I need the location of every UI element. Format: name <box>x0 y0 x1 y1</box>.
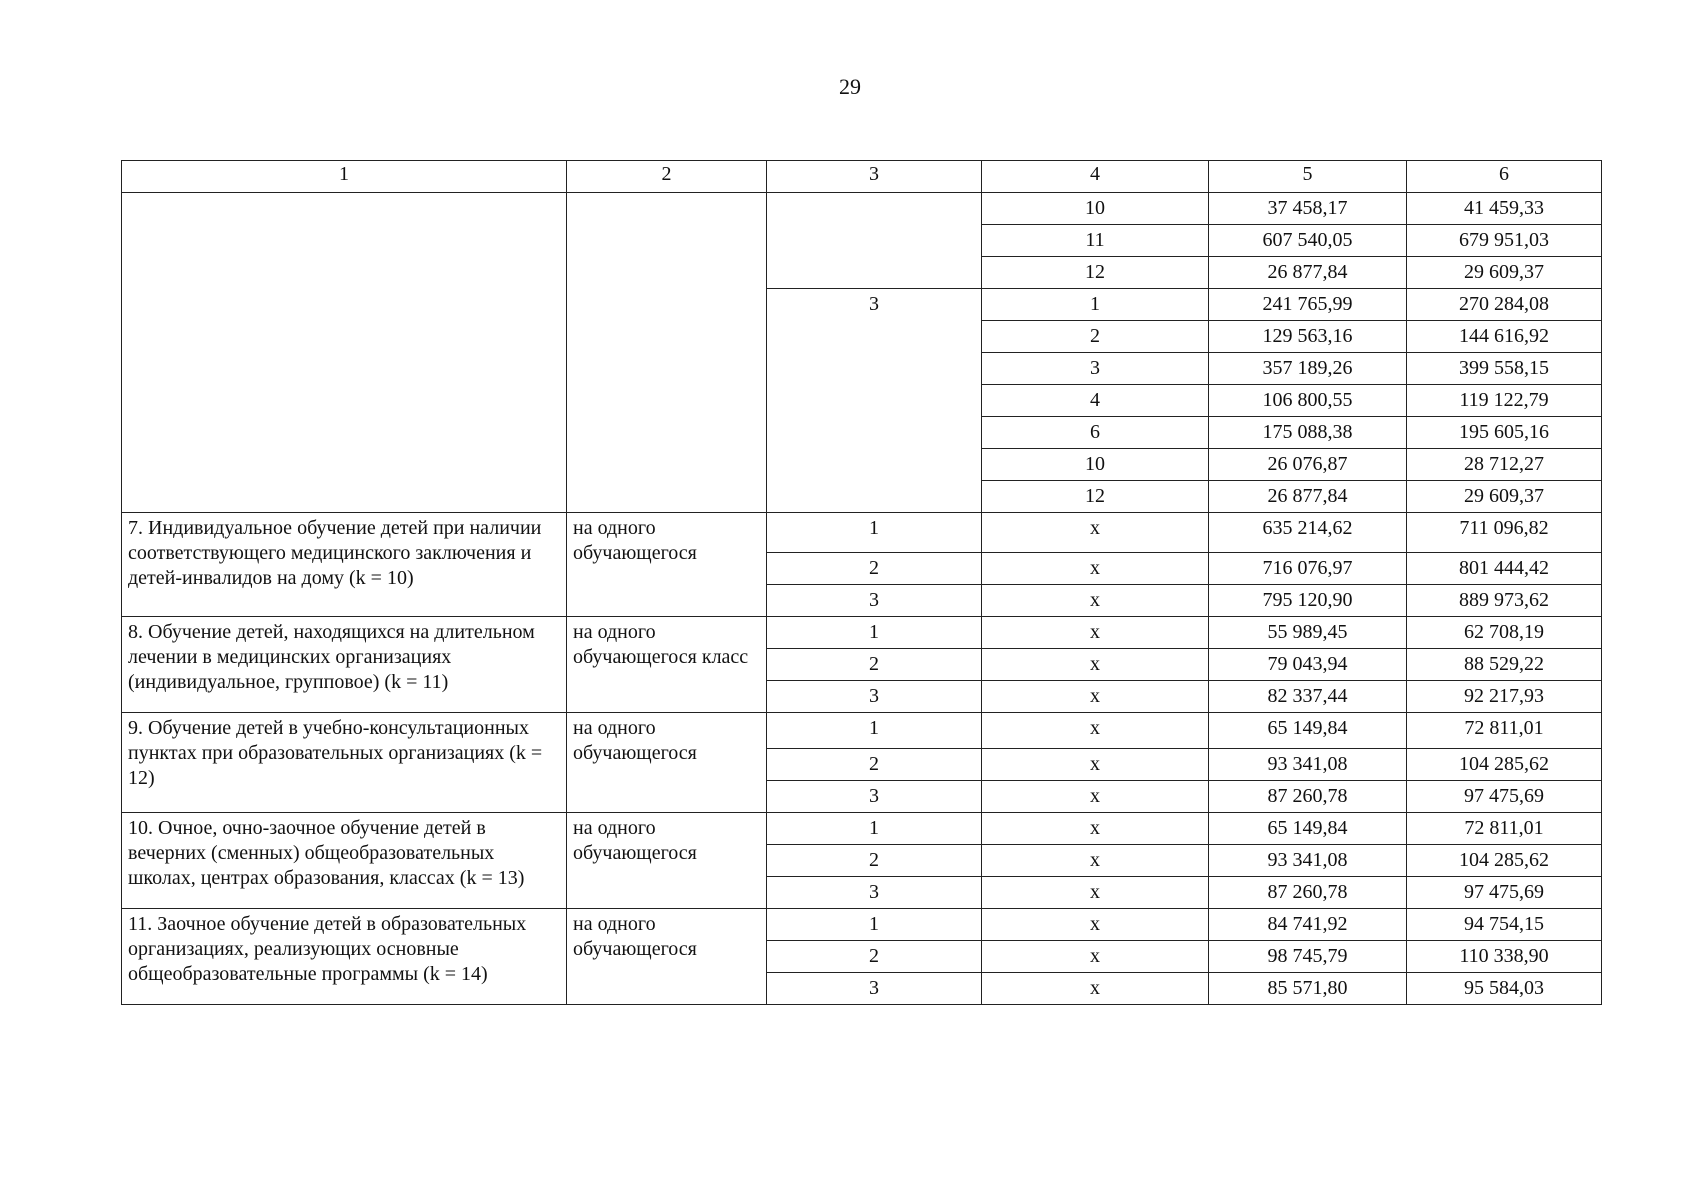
cell-col4: 12 <box>982 481 1209 513</box>
cell-col5: 106 800,55 <box>1209 385 1407 417</box>
cell-col4: х <box>982 781 1209 813</box>
cell-col6: 94 754,15 <box>1407 909 1602 941</box>
cell-col6: 29 609,37 <box>1407 257 1602 289</box>
cell-col6: 72 811,01 <box>1407 713 1602 749</box>
section-title: 8. Обучение детей, находящихся на длительном лечении в медицинских организациях (индивидуальное, групповое) (k = 11) <box>122 617 567 713</box>
cell-col4: х <box>982 941 1209 973</box>
cell-col5: 607 540,05 <box>1209 225 1407 257</box>
cell-col6: 144 616,92 <box>1407 321 1602 353</box>
table-header-row <box>122 161 1602 193</box>
cell-col3: 3 <box>767 289 982 513</box>
cell-col4: х <box>982 513 1209 553</box>
cell-col6: 92 217,93 <box>1407 681 1602 713</box>
cell-col4: 12 <box>982 257 1209 289</box>
cell-col5: 65 149,84 <box>1209 713 1407 749</box>
cell-col4: 1 <box>982 289 1209 321</box>
cell-col6: 195 605,16 <box>1407 417 1602 449</box>
section-unit: на одного обучающегося <box>567 713 767 813</box>
cell-col3: 1 <box>767 617 982 649</box>
cell-col4: 6 <box>982 417 1209 449</box>
cell-col6: 29 609,37 <box>1407 481 1602 513</box>
cell-col3: 3 <box>767 585 982 617</box>
cell-col3: 3 <box>767 973 982 1005</box>
cell-col5: 87 260,78 <box>1209 877 1407 909</box>
cell-col5: 85 571,80 <box>1209 973 1407 1005</box>
cell-col4: х <box>982 553 1209 585</box>
cell-col4: х <box>982 749 1209 781</box>
cell-col4: 10 <box>982 193 1209 225</box>
cell-col5: 93 341,08 <box>1209 749 1407 781</box>
cell-col6: 399 558,15 <box>1407 353 1602 385</box>
cell-col3: 1 <box>767 513 982 553</box>
column-header: 6 <box>1407 161 1602 193</box>
cell-col4: х <box>982 813 1209 845</box>
table-row <box>122 909 1602 941</box>
cell-col6: 97 475,69 <box>1407 781 1602 813</box>
table-row <box>122 513 1602 553</box>
cell-col4: х <box>982 585 1209 617</box>
cell-col6: 97 475,69 <box>1407 877 1602 909</box>
cell-col5: 37 458,17 <box>1209 193 1407 225</box>
section-title: 9. Обучение детей в учебно-консультационных пунктах при образовательных организациях (k = 12) <box>122 713 567 813</box>
cell-col5: 26 877,84 <box>1209 481 1407 513</box>
cell-col4: х <box>982 681 1209 713</box>
cell-col6: 62 708,19 <box>1407 617 1602 649</box>
cell-col3: 2 <box>767 649 982 681</box>
cell-col5: 84 741,92 <box>1209 909 1407 941</box>
cell-col6: 28 712,27 <box>1407 449 1602 481</box>
cell-col6: 41 459,33 <box>1407 193 1602 225</box>
cell-col6: 72 811,01 <box>1407 813 1602 845</box>
cell-col3: 1 <box>767 713 982 749</box>
table-row <box>122 713 1602 749</box>
cell-col4: х <box>982 713 1209 749</box>
cell-col6: 679 951,03 <box>1407 225 1602 257</box>
cell-col5: 55 989,45 <box>1209 617 1407 649</box>
column-header: 4 <box>982 161 1209 193</box>
column-header: 5 <box>1209 161 1407 193</box>
cell-col4: х <box>982 617 1209 649</box>
section-unit: на одного обучающегося <box>567 513 767 617</box>
cell-col5: 79 043,94 <box>1209 649 1407 681</box>
cell-col6: 104 285,62 <box>1407 749 1602 781</box>
cell-col4: х <box>982 845 1209 877</box>
cell-col5: 716 076,97 <box>1209 553 1407 585</box>
cell-col3: 2 <box>767 941 982 973</box>
section-unit: на одного обучающегося класс <box>567 617 767 713</box>
cell-col6: 88 529,22 <box>1407 649 1602 681</box>
cell-col5: 635 214,62 <box>1209 513 1407 553</box>
cell-col3: 1 <box>767 909 982 941</box>
tariff-table <box>121 160 1602 1005</box>
cell-col6: 119 122,79 <box>1407 385 1602 417</box>
section-unit: на одного обучающегося <box>567 813 767 909</box>
cell-col4: х <box>982 973 1209 1005</box>
cell-col4: х <box>982 649 1209 681</box>
cell-col3: 3 <box>767 681 982 713</box>
cell-col6: 110 338,90 <box>1407 941 1602 973</box>
cell-col5: 65 149,84 <box>1209 813 1407 845</box>
empty-cell <box>567 193 767 513</box>
cell-col3: 2 <box>767 749 982 781</box>
cell-col3: 3 <box>767 781 982 813</box>
cell-col6: 801 444,42 <box>1407 553 1602 585</box>
cell-col5: 87 260,78 <box>1209 781 1407 813</box>
cell-col5: 98 745,79 <box>1209 941 1407 973</box>
section-title: 10. Очное, очно-заочное обучение детей в вечерних (сменных) общеобразовательных школах, центрах образования, классах (k = 13) <box>122 813 567 909</box>
cell-col5: 795 120,90 <box>1209 585 1407 617</box>
cell-col5: 93 341,08 <box>1209 845 1407 877</box>
table-row <box>122 617 1602 649</box>
cell-col6: 104 285,62 <box>1407 845 1602 877</box>
cell-col3: 2 <box>767 553 982 585</box>
cell-col5: 175 088,38 <box>1209 417 1407 449</box>
column-header: 1 <box>122 161 567 193</box>
cell-col6: 711 096,82 <box>1407 513 1602 553</box>
cell-col3: 2 <box>767 845 982 877</box>
cell-col4: х <box>982 877 1209 909</box>
cell-col6: 95 584,03 <box>1407 973 1602 1005</box>
cell-col4: 3 <box>982 353 1209 385</box>
cell-col5: 26 076,87 <box>1209 449 1407 481</box>
cell-col3: 1 <box>767 813 982 845</box>
section-unit: на одного обучающегося <box>567 909 767 1005</box>
cell-col4: 11 <box>982 225 1209 257</box>
empty-cell <box>767 193 982 289</box>
cell-col5: 82 337,44 <box>1209 681 1407 713</box>
cell-col5: 241 765,99 <box>1209 289 1407 321</box>
section-title: 11. Заочное обучение детей в образовательных организациях, реализующих основные общеобразовательные программы (k = 14) <box>122 909 567 1005</box>
cell-col4: 2 <box>982 321 1209 353</box>
cell-col5: 357 189,26 <box>1209 353 1407 385</box>
cell-col4: 10 <box>982 449 1209 481</box>
page-number: 29 <box>839 74 861 99</box>
column-header: 2 <box>567 161 767 193</box>
cell-col4: х <box>982 909 1209 941</box>
empty-cell <box>122 193 567 513</box>
section-title: 7. Индивидуальное обучение детей при наличии соответствующего медицинского заключения и детей-инвалидов на дому (k = 10) <box>122 513 567 617</box>
table-row <box>122 193 1602 225</box>
cell-col6: 889 973,62 <box>1407 585 1602 617</box>
cell-col3: 3 <box>767 877 982 909</box>
cell-col5: 26 877,84 <box>1209 257 1407 289</box>
cell-col4: 4 <box>982 385 1209 417</box>
cell-col6: 270 284,08 <box>1407 289 1602 321</box>
column-header: 3 <box>767 161 982 193</box>
table-row <box>122 813 1602 845</box>
cell-col5: 129 563,16 <box>1209 321 1407 353</box>
